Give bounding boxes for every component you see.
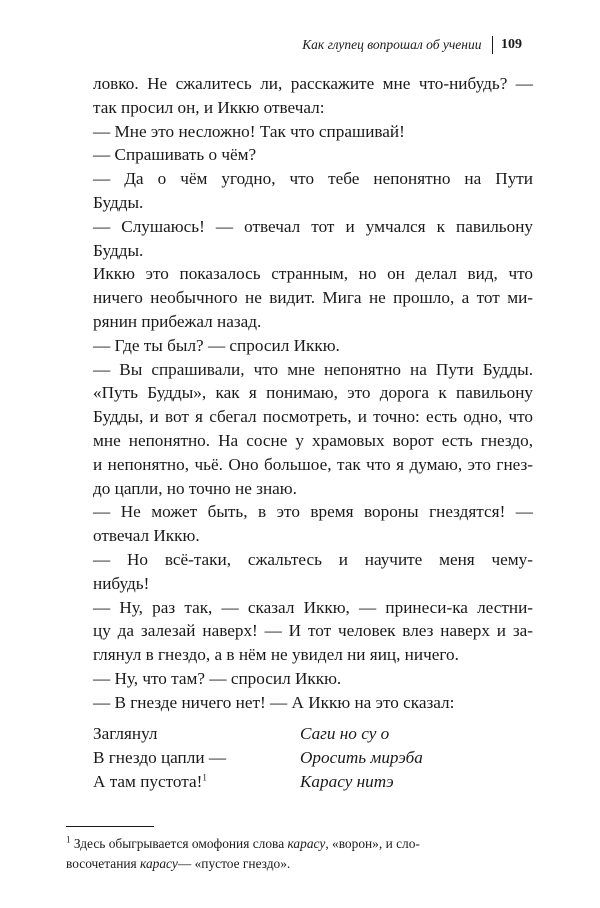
- footnote-text: — «пустое гнездо».: [177, 856, 291, 871]
- footnote-text: , «ворон», и сло-: [325, 836, 420, 851]
- poem-russian-line-with-note: [93, 770, 300, 794]
- running-title: Как глупец вопрошал об учении: [302, 37, 482, 52]
- body-text: [93, 72, 533, 715]
- poem-russian-line: А там пустота!: [93, 772, 203, 791]
- footnote-reference[interactable]: 1: [202, 772, 207, 783]
- header-separator: [492, 36, 494, 54]
- body-line: до цапли, но точно не знаю.: [93, 478, 297, 498]
- body-line: «Путь Будды», как я понимаю, это дорога к павильону: [93, 383, 533, 403]
- body-line: мне непонятно. На сосне у храмовых ворот есть гнездо,: [93, 430, 533, 450]
- poem-row: [93, 722, 533, 746]
- body-line: — Вы спрашивали, что мне непонятно на Пути Будды.: [93, 359, 533, 379]
- body-line: — Где ты был? — спросил Иккю.: [93, 335, 340, 355]
- body-line: ловко. Не сжалитесь ли, расскажите мне что-нибудь? —: [93, 74, 533, 93]
- body-line: — Не может быть, в это время вороны гнездятся! —: [93, 502, 533, 522]
- footnote-emphasis: карасу: [140, 856, 178, 871]
- body-line: Будды, и вот я сбегал посмотреть, и точно: есть одно, что: [93, 407, 533, 427]
- body-line: и непонятно, чьё. Оно большое, так что я думаю, это гнез-: [93, 454, 533, 474]
- body-line: отвечал Иккю.: [93, 526, 200, 546]
- poem-japanese-line: Оросить мирэба: [300, 748, 423, 767]
- body-line: — Спрашивать о чём?: [93, 145, 257, 165]
- body-line: цу да залезай наверх! — И тот человек влез наверх и за-: [93, 621, 533, 641]
- poem-russian-line: Заглянул: [93, 724, 158, 743]
- footnote: [66, 834, 534, 874]
- poem-row: [93, 770, 533, 794]
- body-line: Иккю это показалось странным, но он делал вид, что: [93, 264, 533, 284]
- body-line: — Но всё-таки, сжальтесь и научите меня чему-: [93, 549, 533, 569]
- poem-japanese-line: Карасу нитэ: [300, 772, 394, 791]
- footnote-divider: [66, 826, 154, 827]
- body-line: — Ну, что там? — спросил Иккю.: [93, 668, 342, 688]
- body-line: глянул в гнездо, а в нём не увидел ни яиц, ничего.: [93, 645, 459, 665]
- body-line: — Мне это несложно! Так что спрашивай!: [93, 121, 405, 141]
- footnote-mark: 1: [66, 834, 71, 845]
- body-line: — В гнезде ничего нет! — А Иккю на это сказал:: [93, 692, 455, 712]
- body-line: ничего необычного не видит. Мига не прошло, а тот ми-: [93, 288, 533, 308]
- body-line: — Да о чём угодно, что тебе непонятно на Пути: [93, 169, 533, 189]
- footnote-text: Здесь обыгрывается омофония слова: [73, 836, 288, 851]
- poem: [93, 722, 533, 794]
- body-line: — Слушаюсь! — отвечал тот и умчался к павильону: [93, 216, 533, 236]
- body-line: Будды.: [93, 240, 144, 260]
- footnote-line: [66, 854, 534, 874]
- footnote-line: [66, 834, 534, 854]
- poem-russian-line: В гнездо цапли —: [93, 748, 227, 767]
- body-line: Будды.: [93, 192, 144, 212]
- footnote-text: восочетания: [66, 856, 141, 871]
- footnote-emphasis: карасу: [287, 836, 326, 851]
- body-line: — Ну, раз так, — сказал Иккю, — принеси-ка лестни-: [93, 597, 533, 617]
- body-line: нибудь!: [93, 573, 150, 593]
- page-number: 109: [501, 37, 522, 52]
- running-header: [302, 36, 522, 54]
- body-line: так просил он, и Иккю отвечал:: [93, 97, 325, 117]
- body-line: рянин прибежал назад.: [93, 311, 262, 331]
- poem-japanese-line: Саги но су о: [300, 724, 390, 743]
- poem-row: [93, 746, 533, 770]
